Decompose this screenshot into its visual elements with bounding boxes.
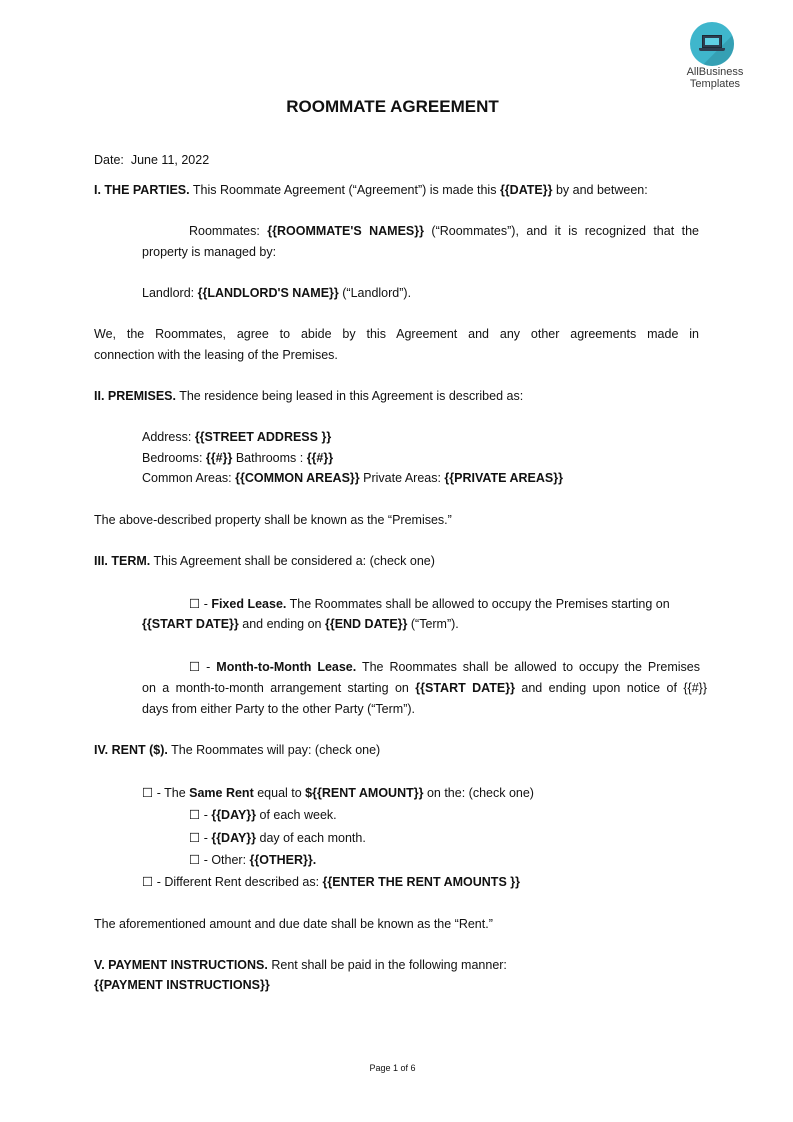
private-areas-placeholder: {{PRIVATE AREAS}} xyxy=(444,471,563,485)
payment-paragraph: V. PAYMENT INSTRUCTIONS. Rent shall be paid in the following manner: xyxy=(94,958,507,972)
rent-heading: IV. RENT ($). xyxy=(94,743,168,757)
different-rent-line: ☐ - Different Rent described as: {{ENTER THE RENT AMOUNTS }} xyxy=(142,875,520,889)
rent-other-line: ☐ - Other: {{OTHER}}. xyxy=(189,853,317,867)
roommates-line: Roommates: {{ROOMMATE'S NAMES}} (“Roommates”), and it is recognized that the xyxy=(189,224,699,238)
fixed-lease-line-1: ☐ - Fixed Lease. The Roommates shall be allowed to occupy the Premises starting on xyxy=(189,597,670,611)
rent-known-as: The aforementioned amount and due date shall be known as the “Rent.” xyxy=(94,917,493,931)
rent-amount-placeholder: ${{RENT AMOUNT}} xyxy=(305,786,424,800)
fixed-lease-checkbox[interactable]: ☐ xyxy=(189,597,201,611)
month-day-placeholder: {{DAY}} xyxy=(211,831,257,845)
rent-week-line: ☐ - {{DAY}} of each week. xyxy=(189,808,337,822)
common-areas-placeholder: {{COMMON AREAS}} xyxy=(235,471,360,485)
date-placeholder: {{DATE}} xyxy=(499,183,553,197)
logo-line-2: Templates xyxy=(689,78,741,90)
same-rent-line: ☐ - The Same Rent equal to ${{RENT AMOUNT}} on the: (check one) xyxy=(142,786,534,800)
rent-amounts-placeholder: {{ENTER THE RENT AMOUNTS }} xyxy=(322,875,520,889)
date-value: June 11, 2022 xyxy=(130,153,210,167)
date-label: Date: xyxy=(94,153,124,167)
rooms-line: Bedrooms: {{#}} Bathrooms : {{#}} xyxy=(142,451,334,465)
fixed-start-placeholder: {{START DATE}} xyxy=(142,617,239,631)
different-rent-checkbox[interactable]: ☐ xyxy=(142,875,154,889)
parties-paragraph: I. THE PARTIES. This Roommate Agreement (“Agreement”) is made this {{DATE}} by and between: xyxy=(94,183,648,197)
mtm-lease-checkbox[interactable]: ☐ xyxy=(189,660,201,674)
mtm-start-placeholder: {{START DATE}} xyxy=(415,681,515,695)
landlord-placeholder: {{LANDLORD'S NAME}} xyxy=(197,286,339,300)
mtm-lease-line-1: ☐ - Month-to-Month Lease. The Roommates shall be allowed to occupy the Premises xyxy=(189,660,700,674)
agree-line-2: connection with the leasing of the Premises. xyxy=(94,348,338,362)
roommates-placeholder: {{ROOMMATE'S NAMES}} xyxy=(267,224,424,238)
rent-week-checkbox[interactable]: ☐ xyxy=(189,808,201,822)
address-placeholder: {{STREET ADDRESS }} xyxy=(194,430,332,444)
landlord-line: Landlord: {{LANDLORD'S NAME}} (“Landlord”). xyxy=(142,286,412,300)
premises-known-as: The above-described property shall be known as the “Premises.” xyxy=(94,513,452,527)
term-heading: III. TERM. xyxy=(94,554,151,568)
payment-heading: V. PAYMENT INSTRUCTIONS. xyxy=(94,958,268,972)
allbusiness-logo xyxy=(680,20,750,96)
rent-month-line: ☐ - {{DAY}} day of each month. xyxy=(189,831,366,845)
mtm-lease-line-3: days from either Party to the other Party (“Term”). xyxy=(142,702,415,716)
week-day-placeholder: {{DAY}} xyxy=(211,808,257,822)
mtm-lease-label: Month-to-Month Lease. xyxy=(216,660,357,674)
bedrooms-placeholder: {{#}} xyxy=(205,451,233,465)
fixed-end-placeholder: {{END DATE}} xyxy=(324,617,408,631)
mtm-lease-line-2: on a month-to-month arrangement starting on {{START DATE}} and ending upon notice of {{#}} xyxy=(142,681,707,695)
rent-month-checkbox[interactable]: ☐ xyxy=(189,831,201,845)
other-placeholder: {{OTHER}}. xyxy=(249,853,317,867)
term-paragraph: III. TERM. This Agreement shall be considered a: (check one) xyxy=(94,554,435,568)
bathrooms-placeholder: {{#}} xyxy=(306,451,334,465)
payment-placeholder: {{PAYMENT INSTRUCTIONS}} xyxy=(94,978,270,992)
page-title: ROOMMATE AGREEMENT xyxy=(286,97,499,116)
same-rent-label: Same Rent xyxy=(189,786,254,800)
logo-line-1: AllBusiness xyxy=(686,66,744,78)
rent-paragraph: IV. RENT ($). The Roommates will pay: (check one) xyxy=(94,743,381,757)
same-rent-checkbox[interactable]: ☐ xyxy=(142,786,154,800)
managed-by-line: property is managed by: xyxy=(142,245,277,259)
parties-heading: I. THE PARTIES. xyxy=(94,183,190,197)
agree-line-1: We, the Roommates, agree to abide by this Agreement and any other agreements made in xyxy=(94,327,699,341)
fixed-lease-line-2: {{START DATE}} and ending on {{END DATE}} (“Term”). xyxy=(142,617,459,631)
address-line: Address: {{STREET ADDRESS }} xyxy=(142,430,332,444)
premises-heading: II. PREMISES. xyxy=(94,389,176,403)
page-number: Page 1 of 6 xyxy=(369,1063,416,1073)
areas-line: Common Areas: {{COMMON AREAS}} Private Areas: {{PRIVATE AREAS}} xyxy=(142,471,563,485)
rent-other-checkbox[interactable]: ☐ xyxy=(189,853,201,867)
laptop-icon xyxy=(690,22,734,66)
premises-paragraph: II. PREMISES. The residence being leased in this Agreement is described as: xyxy=(94,389,524,403)
date-line xyxy=(94,150,209,170)
fixed-lease-label: Fixed Lease. xyxy=(211,597,287,611)
